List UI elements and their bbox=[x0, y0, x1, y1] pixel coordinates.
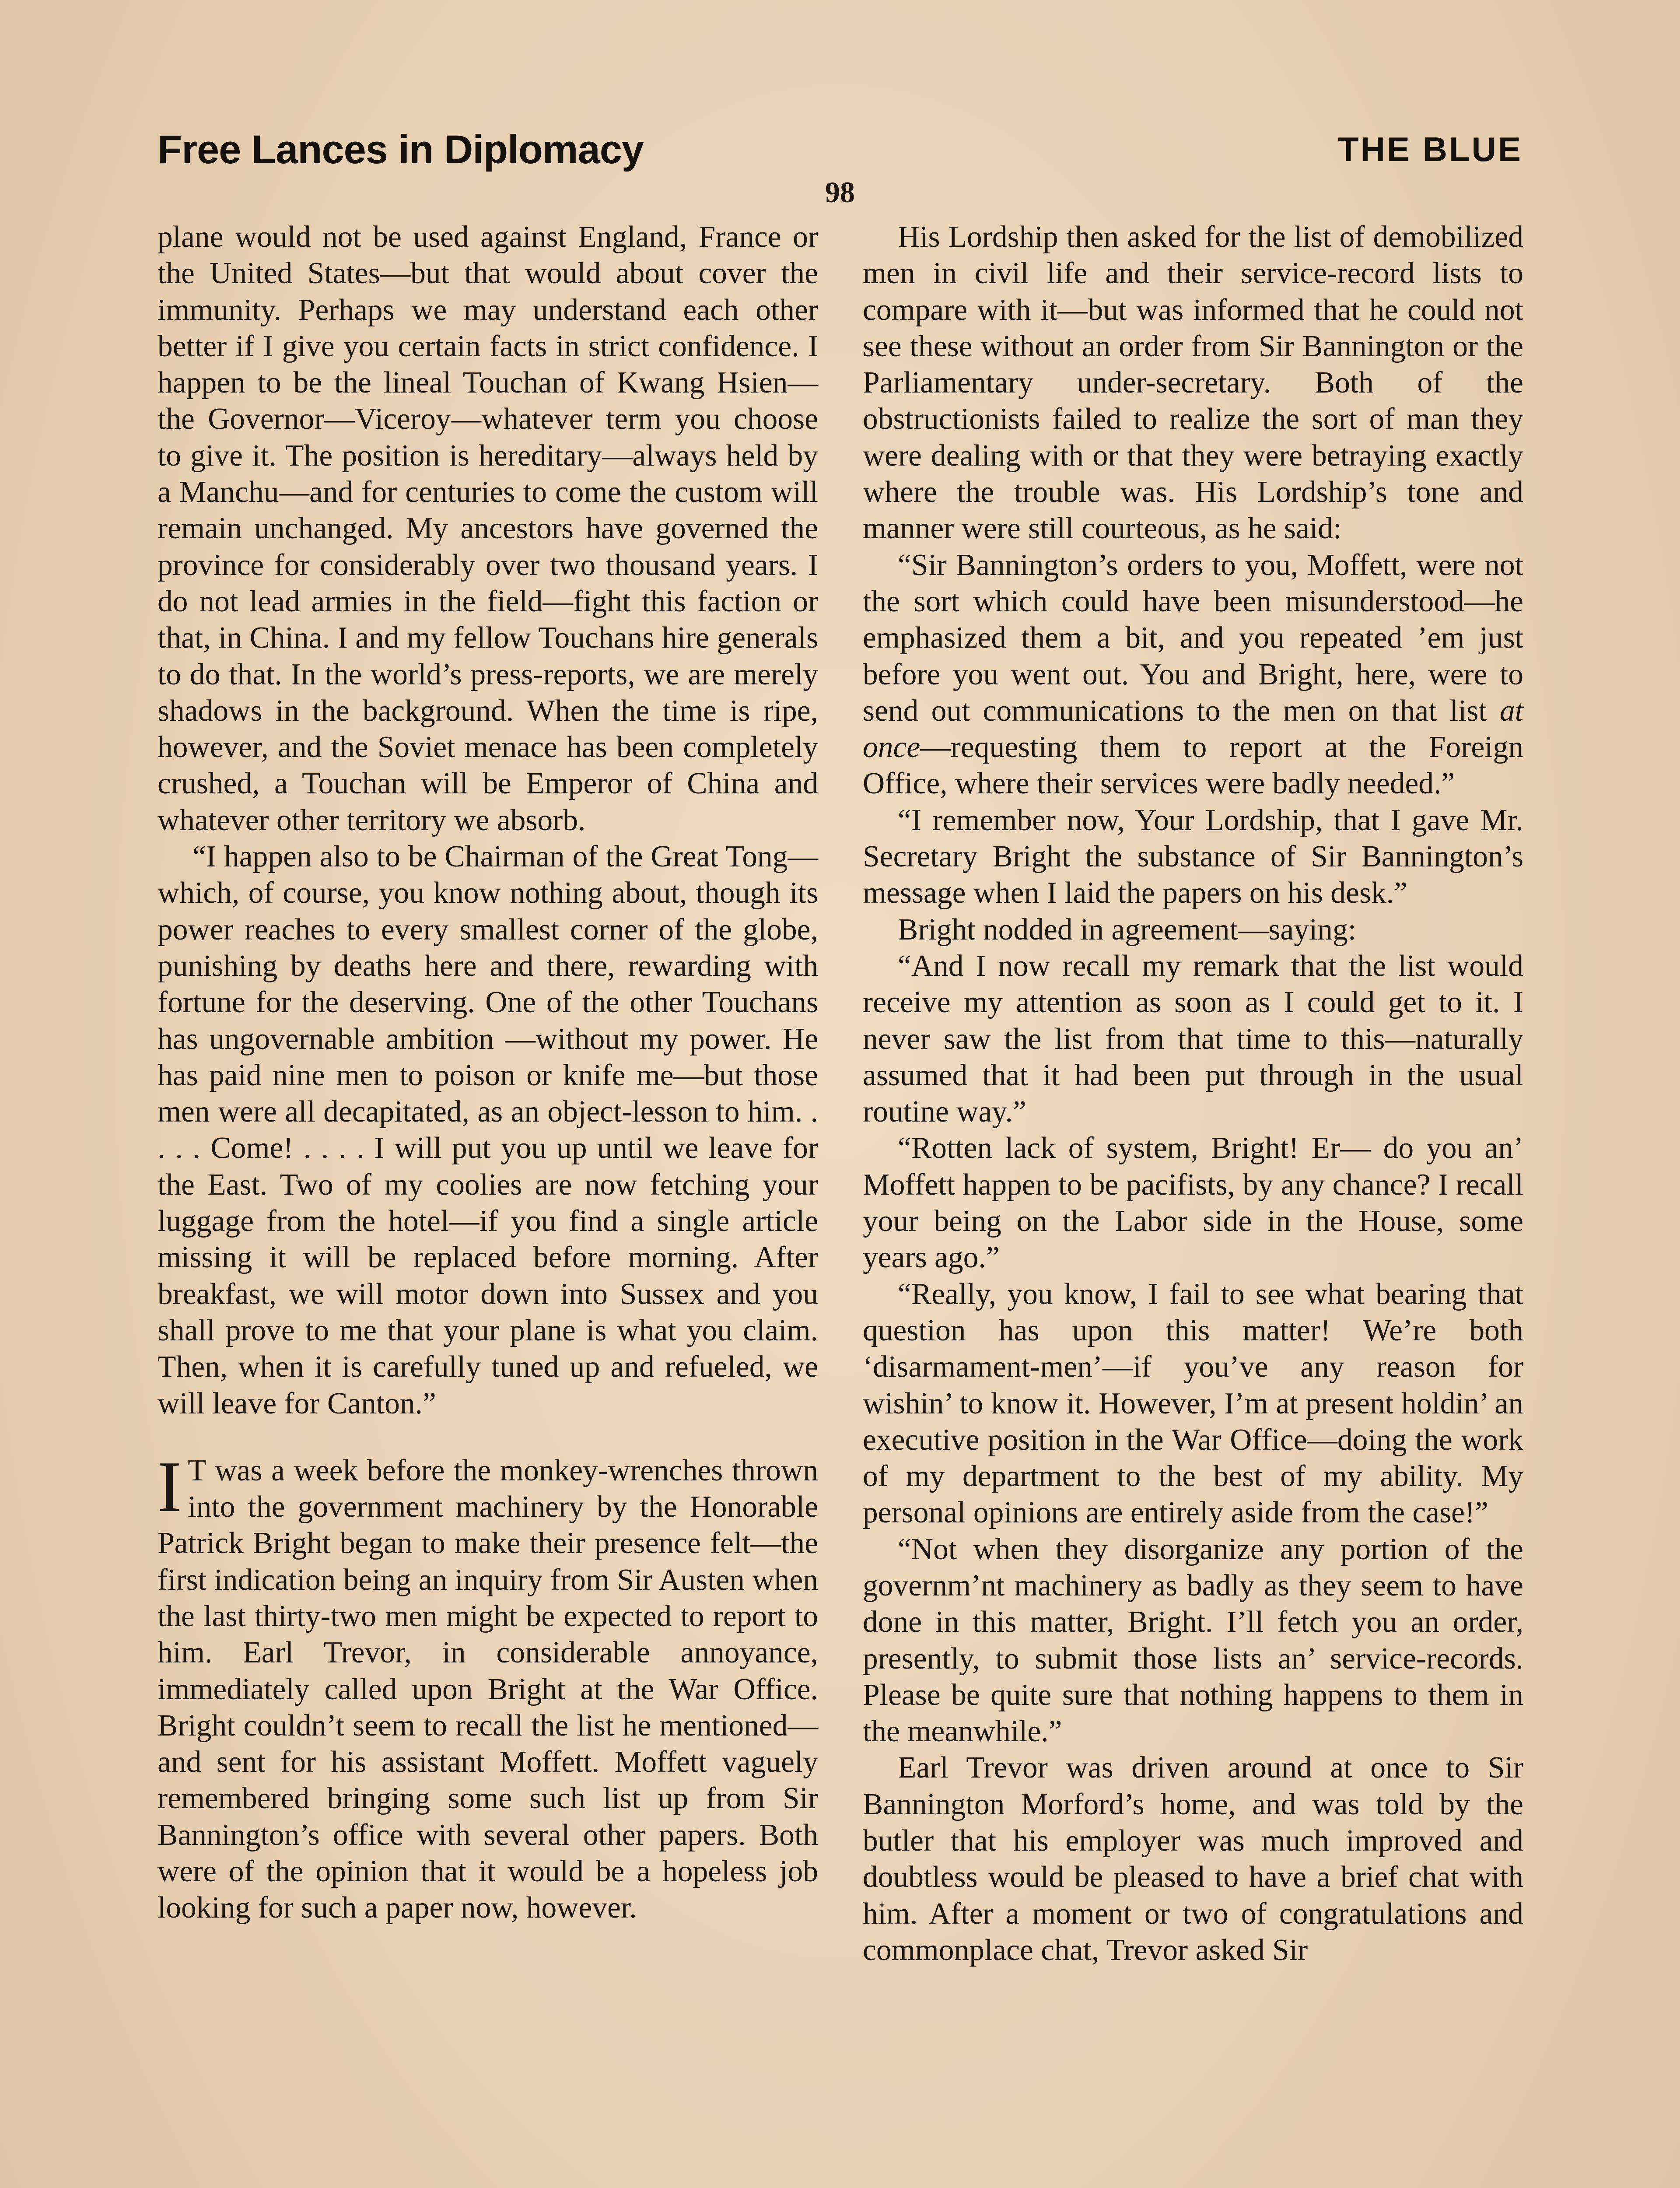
section-text: T was a week before the monkey-wrenches thrown into the government machinery by the Honorable Patrick Bright began to make their presence felt—the first indication being an inquiry from Sir Austen when the last thirty-two men might be expected to report to him. Earl Trevor, in considerable annoyance, immediately called upon Bright at the War Office. Bright couldn’t seem to recall the list he mentioned—and sent for his assistant Moffett. Moffett vaguely remembered bringing some such list up from Sir Bannington’s office with several other papers. Both were of the opinion that it would be a hopeless job looking for such a paper now, however. bbox=[158, 1453, 818, 1925]
drop-cap: I bbox=[158, 1446, 182, 1527]
left-column bbox=[158, 219, 818, 1926]
magazine-name: THE BLUE bbox=[1338, 130, 1522, 168]
paragraph: “Really, you know, I fail to see what bearing that question has upon this matter! We’re both ‘disarmament-men’—if you’ve any reason for wishin’ to know it. However, I’m at present holdin’ an executive position in the War Office—doing the work of my department to the best of my ability. My personal opinions are entirely aside from the case!” bbox=[863, 1277, 1523, 1530]
paragraph: “Rotten lack of system, Bright! Er— do you an’ Moffett happen to be pacifists, by any chance? I recall your being on the Labor side in the House, some years ago.” bbox=[863, 1131, 1523, 1275]
paragraph: “I remember now, Your Lordship, that I gave Mr. Secretary Bright the substance of Sir Bannington’s message when I laid the papers on his desk.” bbox=[863, 803, 1523, 910]
running-title: Free Lances in Diplomacy bbox=[158, 127, 644, 172]
paragraph: “I happen also to be Chairman of the Great Tong—which, of course, you know nothing about, though its power reaches to every smallest corner of the globe, punishing by deaths here and there, rewarding with fortune for the deserving. One of the other Touchans has ungovernable ambition —without my power. He has paid nine men to poison or knife me—but those men were all decapitated, as an object-lesson to him. . . . . Come! . . . . I will put you up until we leave for the East. Two of my coolies are now fetching your luggage from the hotel—if you find a single article missing it will be replaced before morning. After breakfast, we will motor down into Sussex and you shall prove to me that your plane is what you claim. Then, when it is carefully tuned up and refueled, we will leave for Canton.” bbox=[158, 840, 818, 1420]
paragraph-text: —requesting them to report at the Foreign Office, where their services were badly needed.” bbox=[863, 730, 1523, 801]
paragraph: His Lordship then asked for the list of demobilized men in civil life and their service-record lists to compare with it—but was informed that he could not see these without an order from Sir Bannington or the Parliamentary under-secretary. Both of the obstructionists failed to realize the sort of man they were dealing with or that they were betraying exactly where the trouble was. His Lordship’s tone and manner were still courteous, as he said: bbox=[863, 220, 1523, 546]
paragraph: “Not when they disorganize any portion of the governm’nt machinery as badly as they seem to have done in this matter, Bright. I’ll fetch you an order, presently, to submit those lists an’ service-records. Please be quite sure that nothing happens to them in the meanwhile.” bbox=[863, 1532, 1523, 1749]
paragraph bbox=[863, 547, 1523, 802]
paragraph: Earl Trevor was driven around at once to Sir Bannington Morford’s home, and was told by the butler that his employer was much improved and doubtless would be pleased to have a brief chat with him. After a moment or two of congratulations and commonplace chat, Trevor asked Sir bbox=[863, 1751, 1523, 1967]
paragraph: plane would not be used against England, France or the United States—but that would about cover the immunity. Perhaps we may understand each other better if I give you certain facts in strict confidence. I happen to be the lineal Touchan of Kwang Hsien—the Governor—Viceroy—whatever term you choose to give it. The position is hereditary—always held by a Manchu—and for centuries to come the custom will remain unchanged. My ancestors have governed the province for considerably over two thousand years. I do not lead armies in the field—fight this faction or that, in China. I and my fellow Touchans hire generals to do that. In the world’s press-reports, we are merely shadows in the background. When the time is ripe, however, and the Soviet menace has been completely crushed, a Touchan will be Emperor of China and whatever other territory we absorb. bbox=[158, 220, 818, 837]
right-column bbox=[863, 219, 1523, 1968]
paragraph: Bright nodded in agreement—saying: bbox=[898, 912, 1357, 947]
section-paragraph bbox=[158, 1446, 818, 1926]
page-number: 98 bbox=[825, 175, 855, 209]
paragraph-text: “Sir Bannington’s orders to you, Moffett, were not the sort which could have been misunderstood—he emphasized them a bit, and you repeated ’em just before you went out. You and Bright, here, were to send out communications to the men on that list bbox=[863, 548, 1523, 728]
emphasis-text: at once bbox=[863, 694, 1523, 764]
paragraph: “And I now recall my remark that the list would receive my attention as soon as I could get to it. I never saw the list from that time to this—naturally assumed that it had been put through in the usual routine way.” bbox=[863, 949, 1523, 1129]
